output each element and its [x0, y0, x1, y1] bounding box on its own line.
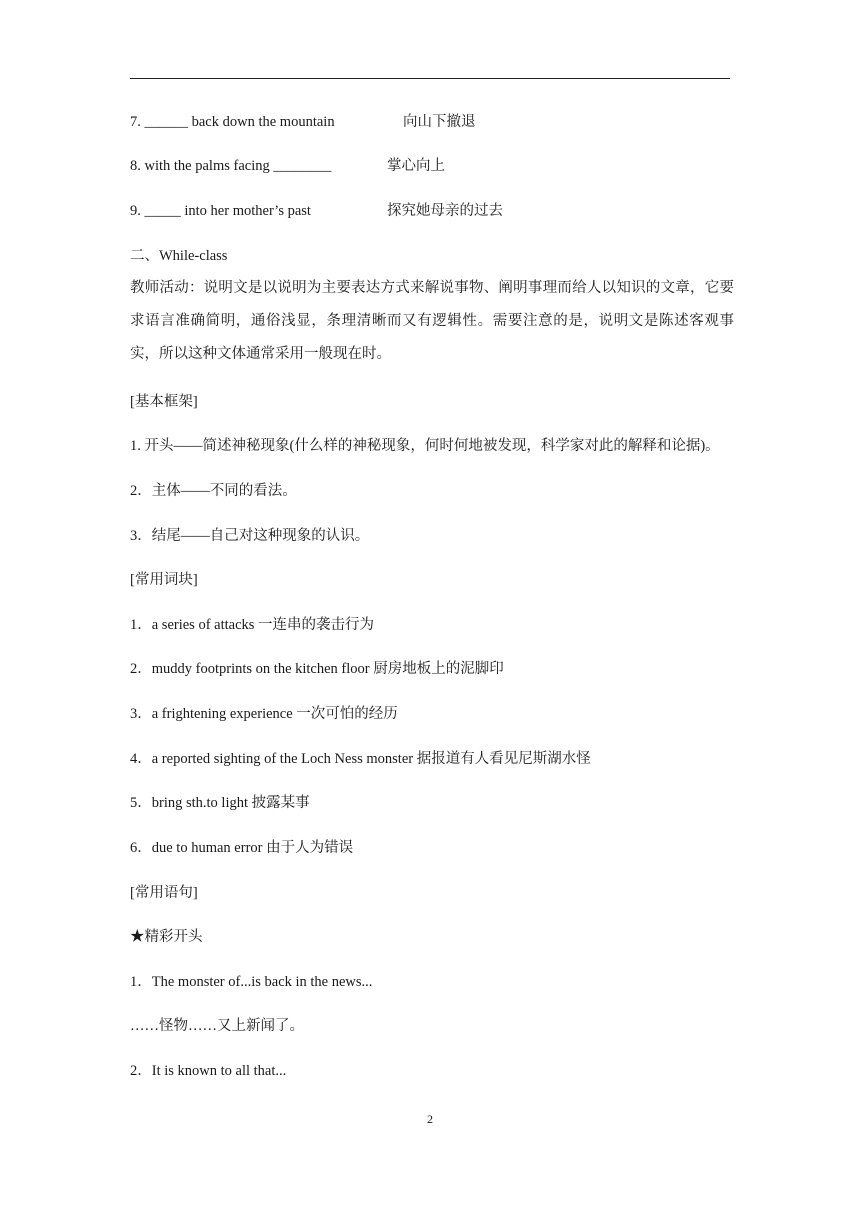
teacher-activity-paragraph: 教师活动：说明文是以说明为主要表达方式来解说事物、阐明事理而给人以知识的文章，它要求语言准确简明，通俗浅显，条理清晰而又有逻辑性。需要注意的是，说明文是陈述客观事实，所以这种文体通常采用一般现在时。: [130, 280, 734, 362]
vocab-translation-8: 掌心向上: [387, 158, 445, 174]
sentences-subheading: ★精彩开头: [130, 929, 203, 945]
vocab-translation-7: 向山下撤退: [403, 114, 476, 130]
header-rule: [130, 78, 730, 79]
framework-item-1: 1. 开头——简述神秘现象(什么样的神秘现象，何时何地被发现，科学家对此的解释和论据)。: [130, 438, 720, 454]
vocab-translation-9: 探究她母亲的过去: [387, 203, 503, 219]
vocab-item-7: 7. ______ back down the mountain: [130, 114, 335, 130]
sentence-item-1-translation: ……怪物……又上新闻了。: [130, 1018, 304, 1034]
sentence-item-1: 1．The monster of...is back in the news...: [130, 974, 373, 990]
page-number: 2: [427, 1112, 433, 1126]
phrase-item-2: 2．muddy footprints on the kitchen floor 厨房地板上的泥脚印: [130, 661, 504, 677]
phrase-item-6: 6．due to human error 由于人为错误: [130, 840, 354, 856]
sentence-item-2: 2．It is known to all that...: [130, 1063, 287, 1079]
phrase-item-1: 1．a series of attacks 一连串的袭击行为: [130, 617, 375, 633]
framework-item-3: 3．结尾——自己对这种现象的认识。: [130, 528, 370, 544]
vocab-item-9: 9. _____ into her mother’s past: [130, 203, 311, 219]
framework-item-2: 2．主体——不同的看法。: [130, 483, 297, 499]
phrases-heading: [常用词块]: [130, 572, 198, 588]
phrase-item-5: 5．bring sth.to light 披露某事: [130, 795, 310, 811]
section-title: 二、While-class: [130, 248, 228, 264]
vocab-item-8: 8. with the palms facing ________: [130, 158, 332, 174]
sentences-heading: [常用语句]: [130, 885, 198, 901]
phrase-item-3: 3．a frightening experience 一次可怕的经历: [130, 706, 398, 722]
framework-heading: [基本框架]: [130, 394, 198, 410]
phrase-item-4: 4．a reported sighting of the Loch Ness monster 据报道有人看见尼斯湖水怪: [130, 751, 591, 767]
